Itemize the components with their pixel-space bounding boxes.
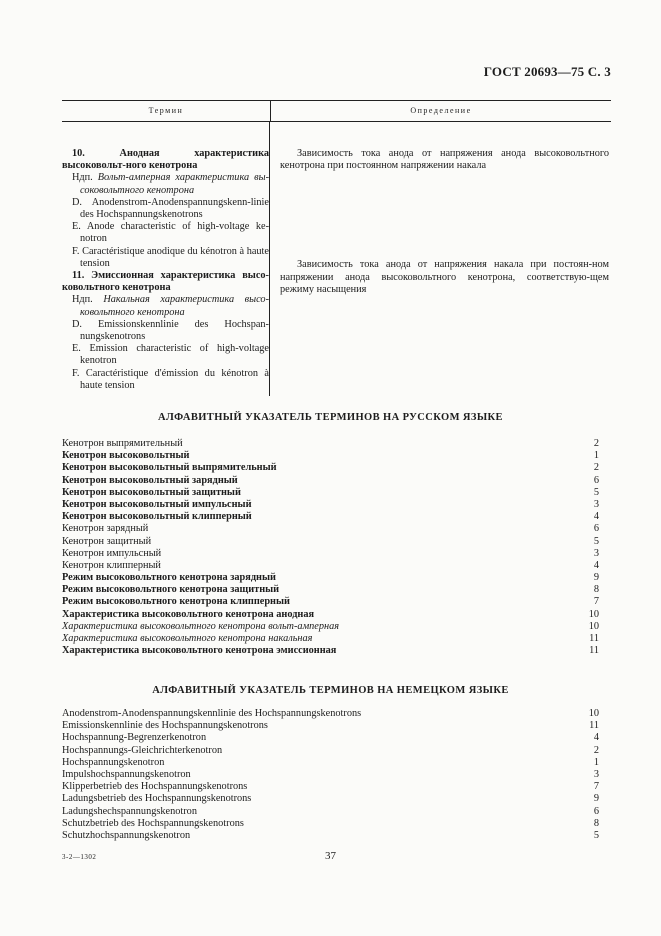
index-row <box>62 781 599 793</box>
term-title: 10. Анодная характеристика высоковольт-ного кенотрона <box>62 148 269 172</box>
index-term: Ladungshechspannungskenotron <box>62 805 197 817</box>
index-row <box>62 462 599 474</box>
index-term: Характеристика высоковольтного кенотрона накальная <box>62 633 313 644</box>
term-en: E. Anode characteristic of high-voltage ke-notron <box>72 221 269 245</box>
term-entry-10 <box>62 122 269 270</box>
index-number: 11 <box>589 645 599 657</box>
index-number: 6 <box>593 474 599 486</box>
term-entry-11 <box>62 270 269 392</box>
index-row <box>62 745 599 757</box>
index-row <box>62 830 599 842</box>
term-de: D. Anodenstrom-Anodenspannungskenn-linie des Hochspannungskenotrons <box>72 196 269 221</box>
index-term: Кенотрон импульсный <box>62 547 162 559</box>
index-term: Hochspannungskenotron <box>62 756 165 768</box>
index-number: 4 <box>593 732 599 744</box>
index-row <box>62 732 599 744</box>
index-number: 6 <box>593 523 599 535</box>
index-term: Кенотрон высоковольтный клипперный <box>62 511 252 523</box>
index-number: 7 <box>593 781 599 793</box>
term-fr: F. Caractéristique d'émission du kénotron à haute tension <box>72 367 269 391</box>
nd-text: Вольт-амперная характеристика вы-соковольтного кенотрона <box>80 172 270 196</box>
index-row <box>62 806 599 818</box>
index-number: 10 <box>588 608 599 620</box>
index-term: Impulshochspannungskenotron <box>62 768 191 780</box>
index-number: 2 <box>593 462 599 474</box>
index-number: 4 <box>593 511 599 523</box>
index-term: Режим высоковольтного кенотрона зарядный <box>62 572 276 584</box>
index-number: 6 <box>593 805 599 817</box>
index-number: 1 <box>593 450 599 462</box>
index-term: Кенотрон высоковольтный <box>62 450 190 462</box>
index-term: Кенотрон зарядный <box>62 523 149 535</box>
index-term: Hochspannungs-Gleichrichterkenotron <box>62 744 223 756</box>
index-row <box>62 438 599 450</box>
index-row <box>62 818 599 830</box>
index-number: 1 <box>593 756 599 768</box>
index-row <box>62 609 599 621</box>
term-de: D. Emissionskennlinie des Hochspan-nungskenotrons <box>72 318 269 343</box>
page-number: 37 <box>325 850 336 862</box>
nd-text: Накальная характеристика высо-ковольтного кенотрона <box>80 294 269 318</box>
index-row <box>62 708 599 720</box>
definition-10: Зависимость тока анода от напряжения анода высоковольтного кенотрона при постоянном напряжении накала <box>280 148 609 172</box>
index-term: Режим высоковольтного кенотрона клипперный <box>62 596 290 608</box>
index-term: Характеристика высоковольтного кенотрона эмиссионная <box>62 645 337 657</box>
index-number: 2 <box>593 744 599 756</box>
index-number: 3 <box>593 498 599 510</box>
index-term: Klipperbetrieb des Hochspannungskenotrons <box>62 781 248 793</box>
index-row <box>62 560 599 572</box>
index-term: Schutzhochspannungskenotron <box>62 829 191 841</box>
index-term: Кенотрон клипперный <box>62 559 161 571</box>
page-header: ГОСТ 20693—75 С. 3 <box>483 64 611 79</box>
table-header <box>62 100 611 122</box>
terms-table <box>62 100 611 396</box>
column-header-term: Термин <box>62 101 271 121</box>
definition-column <box>270 122 611 396</box>
index-term: Кенотрон высоковольтный защитный <box>62 486 241 498</box>
index-term: Кенотрон высоковольтный зарядный <box>62 474 238 486</box>
index-number: 9 <box>593 572 599 584</box>
russian-index-title: АЛФАВИТНЫЙ УКАЗАТЕЛЬ ТЕРМИНОВ НА РУССКОМ ЯЗЫКЕ <box>158 412 503 423</box>
index-row <box>62 548 599 560</box>
index-number: 10 <box>588 708 599 719</box>
russian-index-list <box>62 438 599 657</box>
index-number: 11 <box>589 633 599 644</box>
index-number: 11 <box>589 720 599 732</box>
index-number: 5 <box>593 535 599 547</box>
index-row <box>62 450 599 462</box>
index-row <box>62 621 599 633</box>
column-header-definition: Определение <box>410 106 472 115</box>
index-row <box>62 645 599 657</box>
index-term: Anodenstrom-Anodenspannungskennlinie des Hochspannungskenotrons <box>62 708 362 719</box>
term-en: E. Emission characteristic of high-voltage kenotron <box>72 343 269 367</box>
term-column <box>62 122 270 396</box>
index-term: Hochspannung-Begrenzerkenotron <box>62 732 207 744</box>
index-term: Характеристика высоковольтного кенотрона анодная <box>62 608 315 620</box>
index-term: Кенотрон защитный <box>62 535 152 547</box>
index-number: 2 <box>593 438 599 449</box>
index-row <box>62 475 599 487</box>
index-term: Кенотрон высоковольтный импульсный <box>62 498 252 510</box>
term-fr: F. Caractéristique anodique du kénotron à haute tension <box>72 245 269 269</box>
index-row <box>62 757 599 769</box>
table-body <box>62 122 611 396</box>
index-number: 10 <box>588 620 599 632</box>
index-row <box>62 523 599 535</box>
nd-label: Ндп. <box>72 294 93 306</box>
index-term: Ladungsbetrieb des Hochspannungskenotrons <box>62 793 252 805</box>
index-number: 8 <box>593 584 599 596</box>
german-index-title: АЛФАВИТНЫЙ УКАЗАТЕЛЬ ТЕРМИНОВ НА НЕМЕЦКОМ ЯЗЫКЕ <box>152 685 509 696</box>
index-row <box>62 487 599 499</box>
index-row <box>62 584 599 596</box>
index-term: Характеристика высоковольтного кенотрона вольт-амперная <box>62 620 340 632</box>
index-row <box>62 769 599 781</box>
index-term: Кенотрон выпрямительный <box>62 438 183 449</box>
index-row <box>62 499 599 511</box>
index-number: 5 <box>593 486 599 498</box>
index-number: 9 <box>593 793 599 805</box>
index-row <box>62 596 599 608</box>
index-term: Schutzbetrieb des Hochspannungskenotrons <box>62 817 244 829</box>
term-title: 11. Эмиссионная характеристика высо-ковольтного кенотрона <box>62 270 269 294</box>
index-row <box>62 572 599 584</box>
index-number: 4 <box>593 559 599 571</box>
index-term: Emissionskennlinie des Hochspannungskenotrons <box>62 720 268 732</box>
index-row <box>62 720 599 732</box>
index-number: 3 <box>593 768 599 780</box>
index-number: 8 <box>593 817 599 829</box>
index-number: 3 <box>593 547 599 559</box>
footer-code: 3-2—1302 <box>62 853 97 861</box>
index-term: Кенотрон высоковольтный выпрямительный <box>62 462 277 474</box>
german-index-list <box>62 708 599 842</box>
index-row <box>62 536 599 548</box>
index-number: 7 <box>593 596 599 608</box>
index-row <box>62 633 599 645</box>
index-row <box>62 511 599 523</box>
definition-11: Зависимость тока анода от напряжения накала при постоян-ном напряжении анода высоковольтного кенотрона, соответствую-щем режиму насыщения <box>280 259 609 295</box>
index-row <box>62 793 599 805</box>
index-term: Режим высоковольтного кенотрона защитный <box>62 584 280 596</box>
index-number: 5 <box>593 829 599 841</box>
nd-label: Ндп. <box>72 172 93 184</box>
